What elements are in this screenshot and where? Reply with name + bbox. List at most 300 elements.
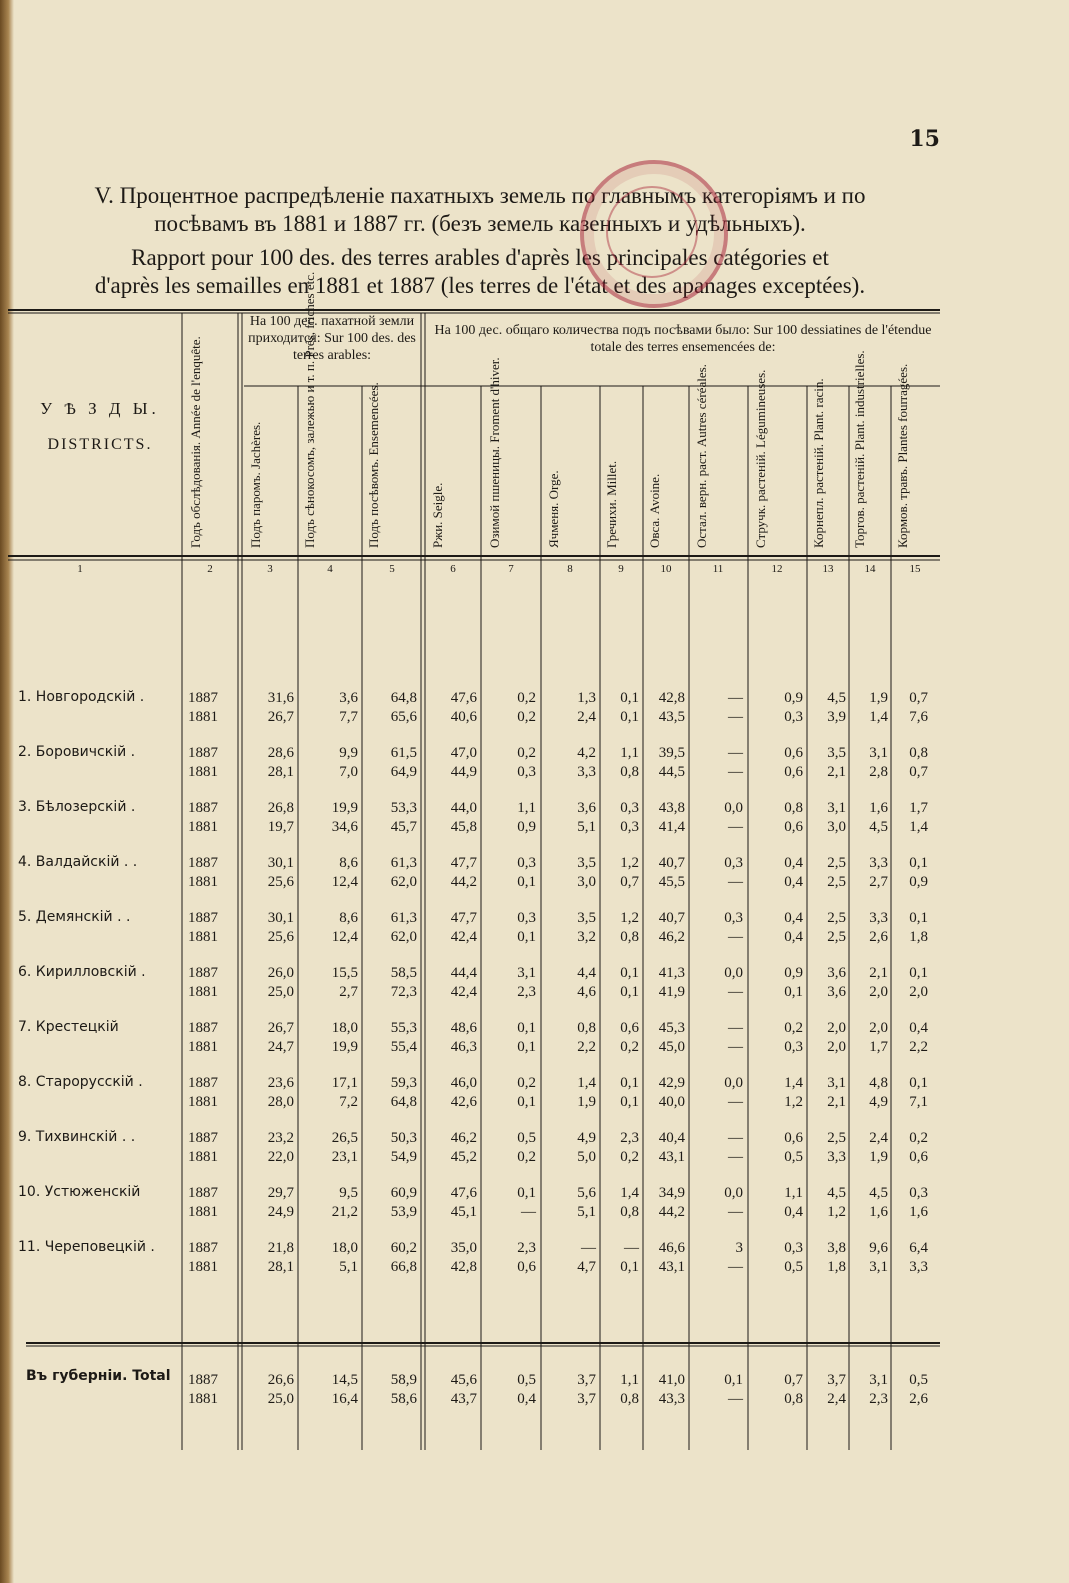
- value-cell: 2,1: [827, 764, 846, 780]
- year-cell: 1887: [188, 910, 218, 926]
- column-number: 10: [660, 563, 672, 575]
- year-cell: 1881: [188, 819, 218, 835]
- value-cell: 0,3: [517, 764, 536, 780]
- header-group-sown: На 100 дес. общаго количества подъ посѣвами было: Sur 100 dessiatines de l'étendue totale des terres ensemencées de:: [434, 323, 932, 355]
- total-value-cell: 58,9: [390, 1372, 417, 1388]
- value-cell: 44,2: [450, 874, 477, 890]
- value-cell: 0,5: [784, 1259, 803, 1275]
- year-cell: 1887: [188, 1020, 218, 1036]
- total-value-cell: 3,1: [869, 1372, 888, 1388]
- value-cell: 0,4: [784, 855, 803, 871]
- value-cell: 4,5: [827, 1185, 846, 1201]
- value-cell: 1,2: [827, 1204, 846, 1220]
- total-value-cell: 0,7: [784, 1372, 803, 1388]
- value-cell: 24,9: [267, 1204, 294, 1220]
- value-cell: 0,1: [517, 874, 536, 890]
- value-cell: 1,9: [869, 1149, 888, 1165]
- total-value-cell: 1,1: [620, 1372, 639, 1388]
- column-number: 12: [771, 563, 783, 575]
- year-cell: 1887: [188, 1240, 218, 1256]
- year-cell: 1881: [188, 1094, 218, 1110]
- value-cell: 3,1: [869, 1259, 888, 1275]
- value-cell: —: [728, 874, 743, 890]
- value-cell: 40,6: [450, 709, 477, 725]
- value-cell: 1,6: [869, 1204, 888, 1220]
- value-cell: 2,0: [827, 1020, 846, 1036]
- value-cell: 0,4: [784, 910, 803, 926]
- column-number: 15: [909, 563, 921, 575]
- value-cell: 44,9: [450, 764, 477, 780]
- value-cell: 26,8: [267, 800, 294, 816]
- value-cell: 9,9: [339, 745, 358, 761]
- value-cell: 3,6: [577, 800, 596, 816]
- value-cell: 24,7: [267, 1039, 294, 1055]
- value-cell: 0,9: [909, 874, 928, 890]
- value-cell: 1,9: [577, 1094, 596, 1110]
- value-cell: 0,2: [620, 1149, 639, 1165]
- value-cell: —: [728, 1020, 743, 1036]
- value-cell: 4,4: [577, 965, 596, 981]
- value-cell: 42,4: [450, 929, 477, 945]
- total-value-cell: 14,5: [331, 1372, 358, 1388]
- value-cell: 3,6: [827, 965, 846, 981]
- value-cell: 0,5: [517, 1130, 536, 1146]
- value-cell: —: [728, 1204, 743, 1220]
- value-cell: —: [728, 1149, 743, 1165]
- total-value-cell: 2,6: [909, 1391, 928, 1407]
- value-cell: 19,7: [267, 819, 294, 835]
- value-cell: 3,0: [577, 874, 596, 890]
- value-cell: 4,9: [577, 1130, 596, 1146]
- value-cell: 0,1: [784, 984, 803, 1000]
- district-name: 8. Старорусскій .: [18, 1074, 143, 1090]
- value-cell: 44,5: [658, 764, 685, 780]
- value-cell: 23,1: [331, 1149, 358, 1165]
- total-value-cell: 58,6: [390, 1391, 417, 1407]
- value-cell: 0,7: [620, 874, 639, 890]
- value-cell: 28,1: [267, 764, 294, 780]
- value-cell: 45,2: [450, 1149, 477, 1165]
- value-cell: 0,2: [517, 745, 536, 761]
- value-cell: 0,8: [620, 764, 639, 780]
- value-cell: 0,3: [784, 709, 803, 725]
- value-cell: 4,2: [577, 745, 596, 761]
- column-number: 1: [77, 563, 83, 575]
- value-cell: 72,3: [390, 984, 417, 1000]
- value-cell: 21,2: [331, 1204, 358, 1220]
- title-line-2: посѣвамъ въ 1881 и 1887 гг. (безъ земель казенныхъ и удѣльныхъ).: [154, 211, 806, 236]
- value-cell: 26,0: [267, 965, 294, 981]
- value-cell: 42,6: [450, 1094, 477, 1110]
- header-districts-ru: У Ѣ З Д Ы.: [40, 399, 160, 418]
- value-cell: 3,1: [869, 745, 888, 761]
- value-cell: 44,2: [658, 1204, 685, 1220]
- value-cell: 2,5: [827, 1130, 846, 1146]
- value-cell: 2,0: [909, 984, 928, 1000]
- value-cell: —: [728, 819, 743, 835]
- value-cell: 45,7: [390, 819, 417, 835]
- value-cell: 0,3: [517, 910, 536, 926]
- total-value-cell: 2,4: [827, 1391, 846, 1407]
- column-number: 2: [207, 563, 213, 575]
- header-col-rye: Ржи. Seigle.: [430, 482, 445, 548]
- value-cell: 0,0: [724, 800, 743, 816]
- value-cell: 0,7: [909, 764, 928, 780]
- header-col-barley: Ячменя. Orge.: [546, 470, 561, 548]
- value-cell: 0,1: [517, 1039, 536, 1055]
- value-cell: 39,5: [658, 745, 685, 761]
- value-cell: 0,8: [620, 929, 639, 945]
- title-line-3: Rapport pour 100 des. des terres arables d'après les principales catégories et: [131, 245, 829, 270]
- value-cell: 0,7: [909, 690, 928, 706]
- total-value-cell: 3,7: [827, 1372, 846, 1388]
- value-cell: 28,0: [267, 1094, 294, 1110]
- value-cell: 0,1: [517, 929, 536, 945]
- column-number: 7: [508, 563, 514, 575]
- value-cell: 4,6: [577, 984, 596, 1000]
- value-cell: 42,8: [450, 1259, 477, 1275]
- value-cell: 12,4: [331, 929, 358, 945]
- value-cell: 1,4: [620, 1185, 639, 1201]
- value-cell: 0,1: [620, 690, 639, 706]
- value-cell: 2,5: [827, 910, 846, 926]
- value-cell: 1,2: [784, 1094, 803, 1110]
- value-cell: 4,5: [869, 819, 888, 835]
- value-cell: 47,7: [450, 910, 477, 926]
- value-cell: 28,1: [267, 1259, 294, 1275]
- value-cell: 2,5: [827, 929, 846, 945]
- value-cell: 66,8: [390, 1259, 417, 1275]
- value-cell: 45,5: [658, 874, 685, 890]
- value-cell: 0,1: [620, 709, 639, 725]
- value-cell: 0,1: [620, 984, 639, 1000]
- value-cell: 50,3: [390, 1130, 417, 1146]
- value-cell: 61,3: [390, 855, 417, 871]
- value-cell: 41,4: [658, 819, 685, 835]
- column-number: 4: [327, 563, 333, 575]
- header-col-other-cereals: Остал. верн. раст. Autres céréales.: [694, 364, 709, 548]
- value-cell: 29,7: [267, 1185, 294, 1201]
- value-cell: —: [624, 1240, 639, 1256]
- value-cell: 3,3: [869, 855, 888, 871]
- value-cell: 8,6: [339, 855, 358, 871]
- value-cell: 0,4: [909, 1020, 928, 1036]
- value-cell: 45,0: [658, 1039, 685, 1055]
- value-cell: 35,0: [450, 1240, 477, 1256]
- value-cell: 3,5: [577, 855, 596, 871]
- value-cell: 4,8: [869, 1075, 888, 1091]
- value-cell: 7,2: [339, 1094, 358, 1110]
- value-cell: 0,6: [909, 1149, 928, 1165]
- value-cell: 5,1: [577, 819, 596, 835]
- value-cell: 43,8: [658, 800, 685, 816]
- value-cell: 46,2: [450, 1130, 477, 1146]
- value-cell: 18,0: [331, 1240, 358, 1256]
- value-cell: —: [728, 745, 743, 761]
- district-name: 1. Новгородскій .: [18, 689, 145, 705]
- value-cell: 46,2: [658, 929, 685, 945]
- value-cell: 0,8: [909, 745, 928, 761]
- value-cell: 4,7: [577, 1259, 596, 1275]
- value-cell: 2,3: [517, 1240, 536, 1256]
- value-cell: 53,9: [390, 1204, 417, 1220]
- value-cell: —: [728, 929, 743, 945]
- value-cell: 1,6: [869, 800, 888, 816]
- value-cell: 62,0: [390, 874, 417, 890]
- value-cell: 0,1: [909, 855, 928, 871]
- value-cell: 40,7: [658, 910, 685, 926]
- value-cell: 30,1: [267, 910, 294, 926]
- value-cell: 42,4: [450, 984, 477, 1000]
- total-year-cell: 1881: [188, 1391, 218, 1407]
- year-cell: 1887: [188, 1075, 218, 1091]
- value-cell: 1,3: [577, 690, 596, 706]
- value-cell: 5,1: [339, 1259, 358, 1275]
- value-cell: 40,0: [658, 1094, 685, 1110]
- value-cell: 3,1: [827, 800, 846, 816]
- total-value-cell: 43,7: [450, 1391, 477, 1407]
- value-cell: 19,9: [331, 800, 358, 816]
- column-number: 14: [864, 563, 876, 575]
- value-cell: 45,8: [450, 819, 477, 835]
- value-cell: 2,8: [869, 764, 888, 780]
- total-value-cell: 0,8: [620, 1391, 639, 1407]
- value-cell: 1,4: [869, 709, 888, 725]
- district-name: 10. Устюженскій: [18, 1184, 141, 1200]
- value-cell: 55,3: [390, 1020, 417, 1036]
- value-cell: 41,3: [658, 965, 685, 981]
- value-cell: 61,5: [390, 745, 417, 761]
- value-cell: 0,1: [517, 1185, 536, 1201]
- value-cell: 3,9: [827, 709, 846, 725]
- value-cell: 0,9: [784, 965, 803, 981]
- column-number: 8: [567, 563, 573, 575]
- value-cell: 0,9: [517, 819, 536, 835]
- value-cell: 0,2: [517, 1149, 536, 1165]
- column-number: 3: [267, 563, 273, 575]
- value-cell: 0,9: [784, 690, 803, 706]
- district-name: 9. Тихвинскій . .: [18, 1129, 136, 1145]
- value-cell: 1,4: [577, 1075, 596, 1091]
- year-cell: 1881: [188, 1259, 218, 1275]
- value-cell: 0,6: [784, 764, 803, 780]
- value-cell: 1,4: [784, 1075, 803, 1091]
- value-cell: 60,9: [390, 1185, 417, 1201]
- value-cell: 6,4: [909, 1240, 928, 1256]
- value-cell: 2,2: [577, 1039, 596, 1055]
- value-cell: —: [728, 690, 743, 706]
- value-cell: 55,4: [390, 1039, 417, 1055]
- header-col-industrial: Торгов. растеній. Plant. industrielles.: [852, 350, 867, 548]
- value-cell: 0,3: [909, 1185, 928, 1201]
- total-value-cell: 2,3: [869, 1391, 888, 1407]
- year-cell: 1881: [188, 1149, 218, 1165]
- value-cell: 64,9: [390, 764, 417, 780]
- value-cell: 2,3: [517, 984, 536, 1000]
- value-cell: 0,4: [784, 1204, 803, 1220]
- total-value-cell: 26,6: [267, 1372, 294, 1388]
- value-cell: 2,4: [869, 1130, 888, 1146]
- value-cell: 0,2: [517, 1075, 536, 1091]
- value-cell: 0,6: [784, 819, 803, 835]
- value-cell: 23,2: [267, 1130, 294, 1146]
- value-cell: 5,1: [577, 1204, 596, 1220]
- value-cell: 31,6: [267, 690, 294, 706]
- value-cell: 41,9: [658, 984, 685, 1000]
- value-cell: 2,1: [827, 1094, 846, 1110]
- title-line-4: d'après les semailles en 1881 et 1887 (les terres de l'état et des apanages exceptées).: [94, 273, 866, 298]
- value-cell: 44,0: [450, 800, 477, 816]
- value-cell: 3,5: [577, 910, 596, 926]
- value-cell: 42,9: [658, 1075, 685, 1091]
- value-cell: 28,6: [267, 745, 294, 761]
- value-cell: 3,1: [827, 1075, 846, 1091]
- value-cell: —: [521, 1204, 536, 1220]
- value-cell: 3,6: [339, 690, 358, 706]
- value-cell: —: [728, 984, 743, 1000]
- year-cell: 1887: [188, 1130, 218, 1146]
- value-cell: 3,1: [517, 965, 536, 981]
- year-cell: 1887: [188, 965, 218, 981]
- value-cell: 21,8: [267, 1240, 294, 1256]
- value-cell: 2,5: [827, 874, 846, 890]
- column-number: 13: [822, 563, 834, 575]
- value-cell: 53,3: [390, 800, 417, 816]
- total-value-cell: 3,7: [577, 1372, 596, 1388]
- value-cell: 2,1: [869, 965, 888, 981]
- value-cell: 25,0: [267, 984, 294, 1000]
- value-cell: 17,1: [331, 1075, 358, 1091]
- value-cell: 9,5: [339, 1185, 358, 1201]
- header-col-fallow: Подъ паромъ. Jachères.: [248, 421, 263, 548]
- year-cell: 1887: [188, 690, 218, 706]
- value-cell: 3,6: [827, 984, 846, 1000]
- value-cell: 0,1: [517, 1094, 536, 1110]
- total-value-cell: —: [728, 1391, 743, 1407]
- value-cell: 1,1: [784, 1185, 803, 1201]
- value-cell: 0,1: [620, 1259, 639, 1275]
- value-cell: 47,7: [450, 855, 477, 871]
- value-cell: 25,6: [267, 874, 294, 890]
- value-cell: 0,2: [620, 1039, 639, 1055]
- value-cell: 0,3: [784, 1039, 803, 1055]
- value-cell: 61,3: [390, 910, 417, 926]
- value-cell: 0,0: [724, 1075, 743, 1091]
- value-cell: 1,1: [517, 800, 536, 816]
- value-cell: 3,8: [827, 1240, 846, 1256]
- value-cell: 19,9: [331, 1039, 358, 1055]
- value-cell: —: [728, 709, 743, 725]
- value-cell: 3,3: [577, 764, 596, 780]
- total-value-cell: 16,4: [331, 1391, 358, 1407]
- value-cell: —: [728, 1259, 743, 1275]
- value-cell: —: [728, 1094, 743, 1110]
- value-cell: 43,1: [658, 1149, 685, 1165]
- value-cell: —: [581, 1240, 596, 1256]
- value-cell: 45,3: [658, 1020, 685, 1036]
- value-cell: 0,8: [577, 1020, 596, 1036]
- value-cell: 0,1: [517, 1020, 536, 1036]
- value-cell: 0,2: [784, 1020, 803, 1036]
- value-cell: 46,3: [450, 1039, 477, 1055]
- header-col-buckwheat: Гречихи. Millet.: [604, 460, 619, 548]
- column-number: 6: [450, 563, 456, 575]
- value-cell: 0,8: [620, 1204, 639, 1220]
- value-cell: 26,5: [331, 1130, 358, 1146]
- value-cell: 0,3: [620, 800, 639, 816]
- value-cell: 54,9: [390, 1149, 417, 1165]
- value-cell: 34,6: [331, 819, 358, 835]
- value-cell: 58,5: [390, 965, 417, 981]
- value-cell: 0,3: [620, 819, 639, 835]
- value-cell: 2,3: [620, 1130, 639, 1146]
- value-cell: 47,6: [450, 1185, 477, 1201]
- value-cell: 2,7: [339, 984, 358, 1000]
- header-col-root-crops: Корнепл. растеній. Plant. racin.: [811, 378, 826, 548]
- column-number: 5: [389, 563, 395, 575]
- year-cell: 1887: [188, 855, 218, 871]
- column-number: 9: [618, 563, 624, 575]
- value-cell: 0,1: [620, 965, 639, 981]
- value-cell: 47,0: [450, 745, 477, 761]
- value-cell: —: [728, 764, 743, 780]
- header-districts-fr: DISTRICTS.: [47, 436, 153, 453]
- value-cell: 1,4: [909, 819, 928, 835]
- value-cell: 4,5: [869, 1185, 888, 1201]
- value-cell: 40,4: [658, 1130, 685, 1146]
- value-cell: 0,1: [620, 1094, 639, 1110]
- value-cell: 0,3: [784, 1240, 803, 1256]
- header-col-oats: Овса. Avoine.: [647, 473, 662, 548]
- district-name: 5. Демянскій . .: [18, 909, 131, 925]
- value-cell: —: [728, 1130, 743, 1146]
- page-number: 15: [909, 126, 940, 152]
- district-name: 11. Череповецкій .: [18, 1239, 155, 1255]
- year-cell: 1881: [188, 1204, 218, 1220]
- value-cell: 2,5: [827, 855, 846, 871]
- value-cell: 0,1: [909, 1075, 928, 1091]
- year-cell: 1881: [188, 984, 218, 1000]
- value-cell: 0,1: [620, 1075, 639, 1091]
- value-cell: 1,9: [869, 690, 888, 706]
- value-cell: 12,4: [331, 874, 358, 890]
- total-value-cell: 43,3: [658, 1391, 685, 1407]
- value-cell: 2,2: [909, 1039, 928, 1055]
- district-name: 2. Боровичскій .: [18, 744, 136, 760]
- value-cell: 0,8: [784, 800, 803, 816]
- column-number: 11: [712, 563, 724, 575]
- value-cell: 0,3: [724, 910, 743, 926]
- value-cell: 3: [735, 1240, 743, 1256]
- total-value-cell: 0,1: [724, 1372, 743, 1388]
- year-cell: 1887: [188, 800, 218, 816]
- year-cell: 1881: [188, 764, 218, 780]
- value-cell: 7,0: [339, 764, 358, 780]
- year-cell: 1881: [188, 709, 218, 725]
- header-group-arable: На 100 дес. пахатной земли приходится: Sur 100 des. des terres arables:: [248, 314, 416, 363]
- value-cell: 30,1: [267, 855, 294, 871]
- value-cell: —: [728, 1039, 743, 1055]
- value-cell: 2,0: [869, 1020, 888, 1036]
- value-cell: 2,4: [577, 709, 596, 725]
- value-cell: 18,0: [331, 1020, 358, 1036]
- value-cell: 64,8: [390, 1094, 417, 1110]
- value-cell: 34,9: [658, 1185, 685, 1201]
- value-cell: 0,2: [909, 1130, 928, 1146]
- value-cell: 26,7: [267, 1020, 294, 1036]
- value-cell: 7,6: [909, 709, 928, 725]
- value-cell: 1,2: [620, 910, 639, 926]
